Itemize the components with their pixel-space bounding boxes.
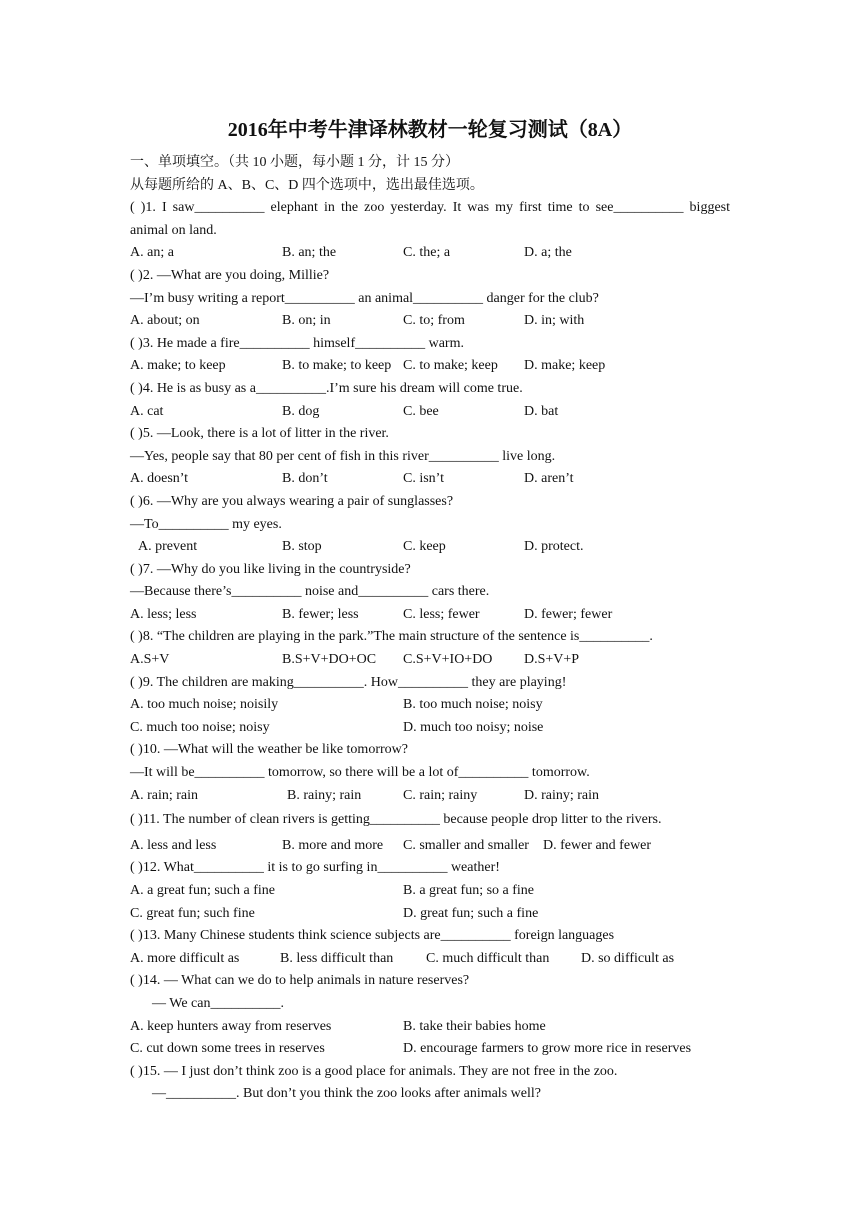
option-b[interactable]: B.S+V+DO+OC	[282, 652, 377, 668]
option-c[interactable]: C. great fun; such fine	[130, 905, 255, 921]
option-d[interactable]: D. encourage farmers to grow more rice in reserves	[403, 1041, 692, 1057]
question-4-stem: ( )4. He is as busy as a__________.I’m sure his dream will come true.	[130, 380, 523, 396]
option-d[interactable]: D. much too noisy; noise	[403, 719, 544, 735]
option-c[interactable]: C. much too noise; noisy	[130, 719, 270, 735]
option-d[interactable]: D. make; keep	[524, 358, 606, 374]
question-4-options	[130, 401, 730, 424]
option-c[interactable]: C. to make; keep	[403, 358, 498, 374]
option-c[interactable]: C. cut down some trees in reserves	[130, 1041, 325, 1057]
option-c[interactable]: C. rain; rainy	[403, 787, 478, 803]
option-c[interactable]: C. much difficult than	[426, 950, 550, 966]
option-d[interactable]: D. rainy; rain	[524, 787, 600, 803]
option-a[interactable]: A. prevent	[138, 539, 198, 555]
option-a[interactable]: A. doesn’t	[130, 471, 189, 487]
option-c[interactable]: C. keep	[403, 539, 446, 555]
question-5-stem: ( )5. —Look, there is a lot of litter in the river.	[130, 426, 389, 442]
question-10-stem-line2: —It will be__________ tomorrow, so there will be a lot of__________ tomorrow.	[130, 765, 590, 781]
option-a[interactable]: A. too much noise; noisily	[130, 697, 279, 713]
option-c[interactable]: C.S+V+IO+DO	[403, 652, 493, 668]
question-9-options-row1	[130, 694, 730, 717]
option-d[interactable]: D. great fun; such a fine	[403, 905, 539, 921]
option-a[interactable]: A. about; on	[130, 313, 200, 329]
option-a[interactable]: A. less; less	[130, 606, 197, 622]
document-page	[130, 116, 730, 1106]
question-2-stem: ( )2. —What are you doing, Millie?	[130, 267, 330, 283]
question-15-stem-line2: —__________. But don’t you think the zoo looks after animals well?	[152, 1086, 541, 1102]
question-7-options	[130, 604, 730, 627]
question-7-stem-line2: —Because there’s__________ noise and__________ cars there.	[130, 584, 490, 600]
option-b[interactable]: B. too much noise; noisy	[403, 697, 543, 713]
question-12-options-row1	[130, 880, 730, 903]
section-heading: 一、单项填空。（共 10 小题，每小题 1 分，计 15 分）	[130, 155, 459, 170]
question-8-options	[130, 649, 730, 672]
option-d[interactable]: D. fewer; fewer	[524, 606, 613, 622]
question-14-options-row2	[130, 1038, 730, 1061]
question-11-options	[130, 835, 730, 858]
question-1-stem: ( )1. I saw__________ elephant in the zoo yesterday. It was my first time to see__________ biggest animal on land.	[130, 200, 730, 238]
question-3-options	[130, 355, 730, 378]
question-9-stem: ( )9. The children are making__________. How__________ they are playing!	[130, 674, 567, 690]
option-a[interactable]: A. less and less	[130, 837, 217, 853]
option-c[interactable]: C. smaller and smaller	[403, 837, 529, 853]
option-c[interactable]: C. less; fewer	[403, 606, 480, 622]
question-11-stem: ( )11. The number of clean rivers is getting__________ because people drop litter to the rivers.	[130, 812, 662, 828]
option-a[interactable]: A. keep hunters away from reserves	[130, 1018, 332, 1034]
section-instruction: 从每题所给的 A、B、C、D 四个选项中，选出最佳选项。	[130, 177, 484, 193]
option-a[interactable]: A. rain; rain	[130, 787, 199, 803]
option-d[interactable]: D. fewer and fewer	[543, 837, 652, 853]
option-b[interactable]: B. dog	[282, 403, 320, 419]
option-b[interactable]: B. to make; to keep	[282, 358, 392, 374]
question-3-stem: ( )3. He made a fire__________ himself__________ warm.	[130, 335, 464, 351]
question-6-stem: ( )6. —Why are you always wearing a pair of sunglasses?	[130, 493, 454, 509]
question-10-options	[130, 785, 730, 808]
question-5-stem-line2: —Yes, people say that 80 per cent of fish in this river__________ live long.	[130, 448, 556, 464]
option-b[interactable]: B. take their babies home	[403, 1018, 546, 1034]
option-d[interactable]: D. a; the	[524, 245, 572, 261]
question-5-options	[130, 468, 730, 491]
question-12-stem: ( )12. What__________ it is to go surfing in__________ weather!	[130, 860, 500, 876]
option-d[interactable]: D. protect.	[524, 539, 584, 555]
question-8-stem: ( )8. “The children are playing in the park.”The main structure of the sentence is__________.	[130, 629, 653, 645]
option-b[interactable]: B. a great fun; so a fine	[403, 883, 535, 898]
option-d[interactable]: D.S+V+P	[524, 652, 580, 668]
option-b[interactable]: B. more and more	[282, 837, 384, 853]
option-a[interactable]: A. make; to keep	[130, 358, 226, 374]
option-d[interactable]: D. so difficult as	[581, 950, 675, 966]
question-2-options	[130, 310, 730, 333]
option-c[interactable]: C. to; from	[403, 313, 465, 329]
option-b[interactable]: B. an; the	[282, 245, 337, 261]
question-6-stem-line2: —To__________ my eyes.	[130, 516, 282, 532]
question-14-stem-line2: — We can__________.	[152, 995, 284, 1011]
option-c[interactable]: C. the; a	[403, 245, 451, 261]
question-12-options-row2	[130, 903, 730, 926]
option-a[interactable]: A. a great fun; such a fine	[130, 883, 275, 898]
option-a[interactable]: A. an; a	[130, 245, 174, 261]
option-b[interactable]: B. fewer; less	[282, 606, 359, 622]
option-b[interactable]: B. rainy; rain	[287, 787, 362, 803]
question-9-options-row2	[130, 717, 730, 740]
question-10-stem: ( )10. —What will the weather be like tomorrow?	[130, 742, 408, 758]
question-7-stem: ( )7. —Why do you like living in the countryside?	[130, 561, 411, 577]
option-b[interactable]: B. less difficult than	[280, 950, 394, 966]
option-c[interactable]: C. isn’t	[403, 471, 444, 487]
option-a[interactable]: A. cat	[130, 403, 164, 419]
option-d[interactable]: D. bat	[524, 403, 559, 419]
option-b[interactable]: B. stop	[282, 539, 322, 555]
question-15-stem: ( )15. — I just don’t think zoo is a good place for animals. They are not free in the zoo.	[130, 1063, 618, 1079]
question-1-options	[130, 242, 730, 265]
option-a[interactable]: A. more difficult as	[130, 950, 240, 966]
option-b[interactable]: B. don’t	[282, 471, 328, 487]
question-2-stem-line2: —I’m busy writing a report__________ an animal__________ danger for the club?	[130, 290, 599, 306]
question-14-options-row1	[130, 1016, 730, 1039]
question-13-options	[130, 948, 730, 971]
option-a[interactable]: A.S+V	[130, 652, 170, 668]
question-6-options	[130, 536, 730, 559]
option-b[interactable]: B. on; in	[282, 313, 331, 329]
question-13-stem: ( )13. Many Chinese students think science subjects are__________ foreign languages	[130, 928, 615, 944]
option-c[interactable]: C. bee	[403, 403, 439, 419]
option-d[interactable]: D. in; with	[524, 313, 585, 329]
option-d[interactable]: D. aren’t	[524, 471, 574, 487]
question-14-stem: ( )14. — What can we do to help animals in nature reserves?	[130, 973, 470, 989]
page-title: 2016年中考牛津译林教材一轮复习测试（8A）	[227, 119, 633, 141]
